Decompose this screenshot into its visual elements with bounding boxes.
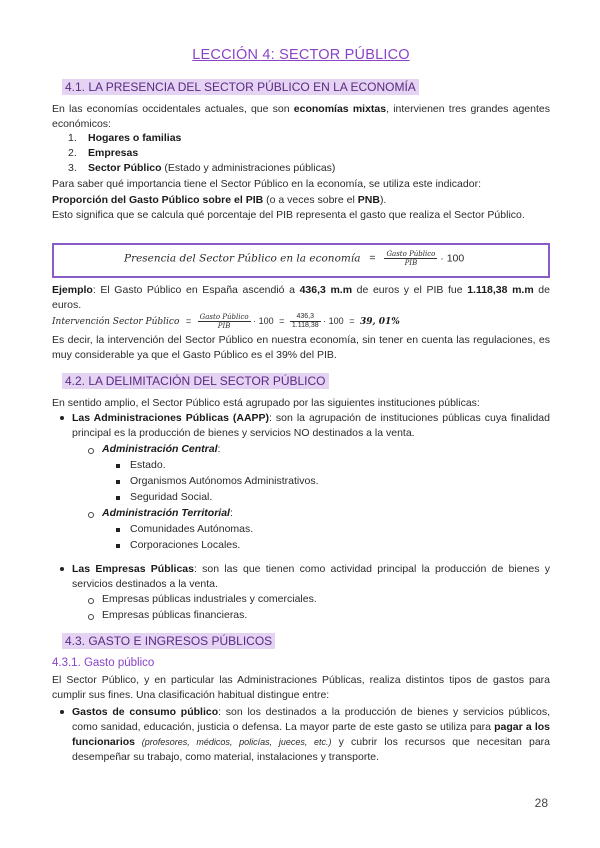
circle-bullet-icon [88, 448, 94, 454]
list-item: Organismos Autónomos Administrativos. [130, 475, 319, 487]
delimitation-intro: En sentido amplio, el Sector Público está agrupado por las siguientes instituciones públicas: [52, 397, 480, 409]
example-calculation: Intervención Sector Público = $\frac{\text{Gasto Público}}{\text{PIB}}$ · 100 = $\frac{436,3}{1.118,38}$ · 100 = 39, 01% [52, 313, 400, 330]
list-item: 3. Sector Público (Estado y administraciones públicas) [68, 162, 336, 174]
section-heading-4-1: 4.1. LA PRESENCIA DEL SECTOR PÚBLICO EN LA ECONOMÍA [62, 80, 419, 95]
empresas-item: Las Empresas Públicas: son las que tienen como actividad principal la producción de bienes y servicios destinados a la venta. [72, 563, 550, 590]
list-item: Estado. [130, 459, 166, 471]
indicator-paragraph: Para saber qué importancia tiene el Sector Público en la economía, se utiliza este indicador: [52, 178, 481, 190]
square-bullet-icon [116, 464, 120, 468]
bullet-icon [60, 710, 64, 714]
list-item: Corporaciones Locales. [130, 539, 241, 551]
aapp-item: Las Administraciones Públicas (AAPP): son la agrupación de instituciones públicas cuya finalidad principal es la producción de bienes y servicios NO destinados a la venta. [72, 412, 550, 439]
square-bullet-icon [116, 544, 120, 548]
page-number: 28 [534, 796, 548, 810]
subsection-heading-4-3-1: 4.3.1. Gasto público [52, 657, 155, 669]
circle-bullet-icon [88, 512, 94, 518]
bullet-icon [60, 567, 64, 571]
formula-box [52, 243, 550, 278]
bullet-icon [60, 416, 64, 420]
meaning-paragraph: Esto significa que se calcula qué porcentaje del PIB representa el gasto que realiza el Sector Público. [52, 209, 525, 221]
list-item: Empresas públicas industriales y comerciales. [102, 593, 317, 605]
list-item: Empresas públicas financieras. [102, 609, 248, 621]
central-label: Administración Central: [102, 443, 221, 455]
example-paragraph: Ejemplo: El Gasto Público en España ascendió a 436,3 m.m de euros y el PIB fue 1.118,38 m.m de euros. [52, 284, 550, 311]
proportion-line: Proporción del Gasto Público sobre el PIB (o a veces sobre el PNB). [52, 194, 387, 206]
formula-fraction: $\frac{\text{Gasto Público}}{\text{PIB}}$ [386, 250, 436, 267]
section-heading-4-3: 4.3. GASTO E INGRESOS PÚBLICOS [62, 634, 275, 649]
square-bullet-icon [116, 528, 120, 532]
circle-bullet-icon [88, 598, 94, 604]
list-item: Comunidades Autónomas. [130, 523, 254, 535]
circle-bullet-icon [88, 614, 94, 620]
list-item: 1. Hogares o familias [68, 132, 182, 144]
intro-paragraph: En las economías occidentales actuales, que son economías mixtas, intervienen tres grandes agentes económicos: [52, 103, 550, 130]
consumo-item: Gastos de consumo público: son los destinados a la producción de bienes y servicios públicos, como sanidad, educación, justicia o defensa. La mayor parte de este gasto se utiliza para pagar a los funcionarios (profesores, médicos, policías, jueces, etc.) y cubrir los recursos que necesitan para desempeñar su trabajo, como material, instalaciones y transporte. [72, 706, 551, 763]
formula: Presencia del Sector Público en la economía = $\frac{\text{Gasto Público}}{\text{PIB}}$ · 100 [124, 250, 465, 267]
page-title: LECCIÓN 4: SECTOR PÚBLICO [192, 47, 410, 63]
section-heading-4-2: 4.2. LA DELIMITACIÓN DEL SECTOR PÚBLICO [62, 374, 329, 389]
list-item: Seguridad Social. [130, 491, 213, 503]
gasto-intro: El Sector Público, y en particular las Administraciones Públicas, realiza distintos tipos de gastos para cumplir sus fines. Una clasificación habitual distingue entre: [52, 674, 550, 701]
territorial-label: Administración Territorial: [102, 507, 233, 519]
square-bullet-icon [116, 480, 120, 484]
conclusion-paragraph: Es decir, la intervención del Sector Público en nuestra economía, sin tener en cuenta las regulaciones, es muy considerable ya que el Gasto Público es el 39% del PIB. [52, 334, 550, 361]
list-item: 2. Empresas [68, 147, 139, 159]
square-bullet-icon [116, 496, 120, 500]
